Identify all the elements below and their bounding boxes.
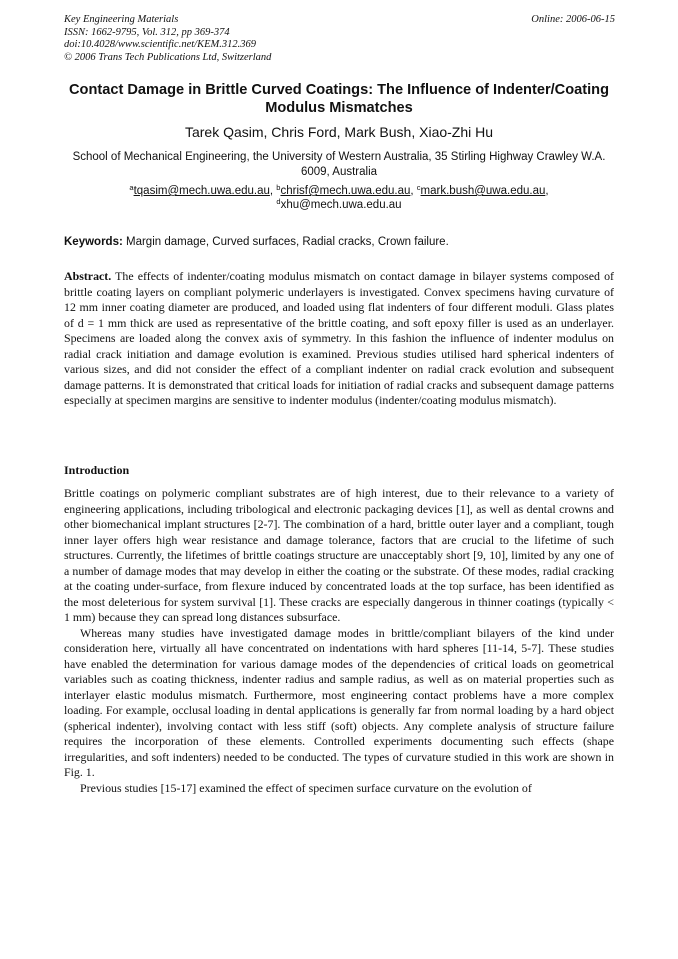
email-link[interactable]: tqasim@mech.uwa.edu.au <box>133 185 270 197</box>
email-entry-b <box>276 185 417 197</box>
email-sup: a <box>129 183 134 192</box>
paper-title: Contact Damage in Brittle Curved Coatings: The Influence of Indenter/Coating Modulus Mismatches <box>68 82 609 116</box>
intro-paragraph: Previous studies [15-17] examined the effect of specimen surface curvature on the evolution of <box>80 780 532 795</box>
affiliation: School of Mechanical Engineering, the University of Western Australia, 35 Stirling Highway Crawley W.A. 6009, Australia <box>72 151 606 178</box>
online-date: Online: 2006-06-15 <box>531 14 615 25</box>
introduction-body <box>64 486 614 796</box>
keywords-line <box>64 235 614 249</box>
email-link[interactable]: chrisf@mech.uwa.edu.au <box>280 185 411 197</box>
email-sup: b <box>276 183 281 192</box>
email-entry-c <box>417 185 549 197</box>
issn-line: ISSN: 1662-9795, Vol. 312, pp 369-374 <box>64 26 230 38</box>
copyright-line: © 2006 Trans Tech Publications Ltd, Switzerland <box>64 51 272 63</box>
journal-header <box>64 14 271 64</box>
email-sup: c <box>416 183 421 192</box>
email-entry-d <box>276 196 402 211</box>
email-link[interactable]: mark.bush@uwa.edu.au <box>420 185 546 197</box>
intro-paragraph: Whereas many studies have investigated damage modes in brittle/compliant bilayers of the kind under consideration here, virtually all have concentrated on indentations with hard spheres [11-14, 5-7]. These studies have enabled the determination for various damage modes of the dependencies of critical loads on geometrical variables such as coating thickness, indenter radius and sample radius, as well as on material properties such as interlayer elastic modulus mismatch. Furthermore, most engineering contact problems have a more complex loading. For example, occlusal loading in dental applications is generally far from normal loading by a hard object (spherical indenter), involving contact with less stiff (soft) objects. Any complete analysis of structure failure requires the incorporation of these elements. Controlled experiments documenting such effects (shape irregularities, and soft indenters) needed to be conducted. The types of curvature studied in this work are shown in Fig. 1. <box>64 625 614 779</box>
keywords-label: Keywords: <box>64 236 123 248</box>
abstract-text: The effects of indenter/coating modulus mismatch on contact damage in bilayer systems composed of brittle coating layers on compliant polymeric underlayers is investigated. Convex specimens having curvature of 12 mm inner coating diameter are produced, and loaded using flat indenters of four different moduli. Glass plates of d = 1 mm thick are used as representative of the brittle coating, and soft epoxy filler is used as an underlayer. Specimens are loaded along the convex axis of symmetry. In this fashion the influence of indenter modulus on radial crack initiation and damage evolution is examined. Previous studies utilised hard spherical indenters of various sizes, and did not consider the effect of a compliant indenter on radial crack evolution and subsequent damage patterns. It is demonstrated that critical loads for initiation of radial cracks and subsequent damage patterns especially at specimen margins are sensitive to indenter modulus (indenter/coating modulus mismatch). <box>64 269 614 407</box>
author-list: Tarek Qasim, Chris Ford, Mark Bush, Xiao-Zhi Hu <box>184 124 494 140</box>
keywords-text: Margin damage, Curved surfaces, Radial cracks, Crown failure. <box>122 236 449 248</box>
doi-line: doi:10.4028/www.scientific.net/KEM.312.369 <box>64 39 256 50</box>
email-text: xhu@mech.uwa.edu.au <box>280 198 402 211</box>
email-separator: , <box>269 185 277 197</box>
intro-paragraph: Brittle coatings on polymeric compliant substrates are of high interest, due to their relevance to a variety of engineering applications, including tribological and electronic packaging devices [1], as well as dental crowns and other biomechanical implant structures [2-7]. The combination of a hard, brittle outer layer and a compliant, tough inner layer offers high wear resistance and damage tolerance, factors that are crucial to the lifetime of such structures. Currently, the lifetimes of brittle coatings structure are unacceptably short [9, 10], limited by any one of a number of damage modes that may develop in either the coating or the substrate. Of these modes, radial cracking at the coating under-surface, from flexure induced by concentrated loads at the top surface, has been identified as the most deleterious for system survival [1]. These cracks are especially dangerous in thinner coatings (typically < 1 mm) because they can spread long distances subsurface. <box>64 486 614 624</box>
abstract <box>64 269 614 409</box>
email-entry-a <box>129 185 276 197</box>
email-sup: d <box>276 196 281 206</box>
abstract-label: Abstract. <box>64 269 112 283</box>
email-list <box>64 185 614 212</box>
journal-name: Key Engineering Materials <box>64 14 179 25</box>
email-separator: , <box>410 185 417 197</box>
introduction-heading: Introduction <box>64 463 130 477</box>
email-separator: , <box>545 185 549 197</box>
